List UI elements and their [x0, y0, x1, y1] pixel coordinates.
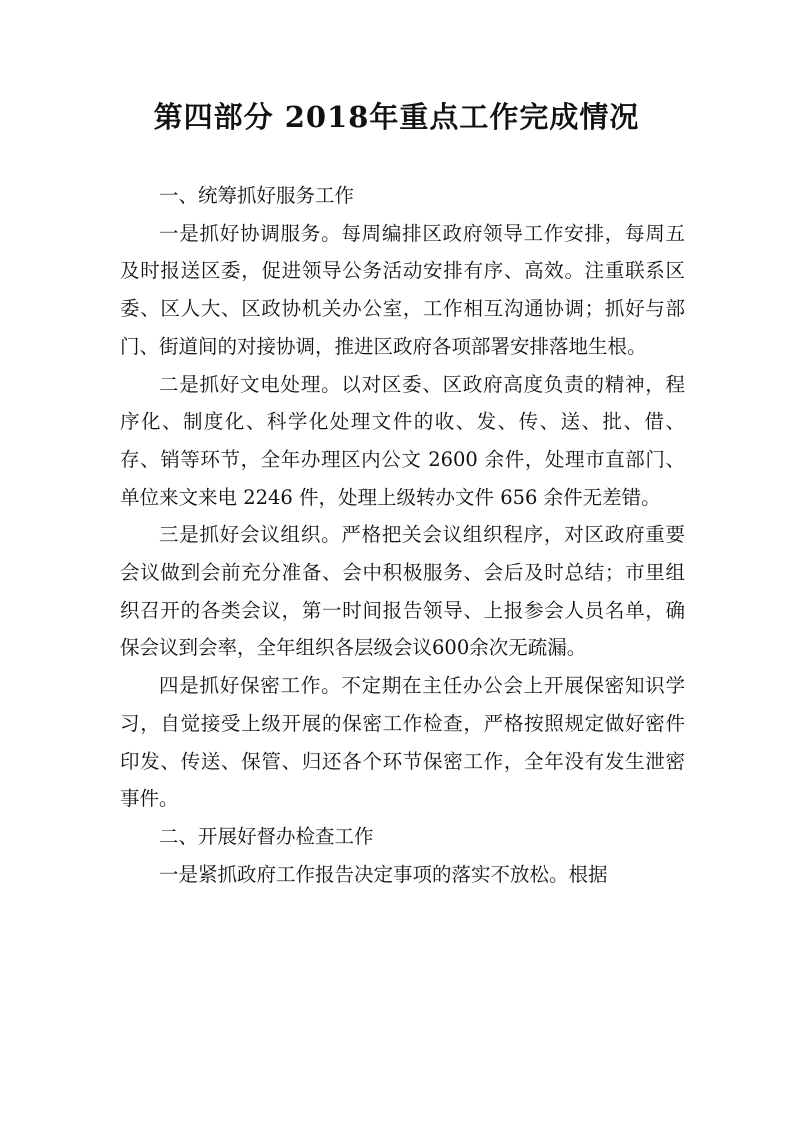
section-heading: 二、开展好督办检查工作 [159, 824, 374, 848]
paragraph: 一是紧抓政府工作报告决定事项的落实不放松。根据 [159, 862, 608, 886]
section-heading: 一、统筹抓好服务工作 [159, 184, 355, 207]
paragraph: 三是抓好会议组织。严格把关会议组织程序，对区政府重要会议做到会前充分准备、会中积极服务、会后及时总结；市里组织召开的各类会议，第一时间报告领导、上报参会人员名单，确保会议到会率，全年组织各层级会议600余次无疏漏。 [120, 523, 685, 660]
paragraph: 一是抓好协调服务。每周编排区政府领导工作安排，每周五及时报送区委，促进领导公务活动安排有序、高效。注重联系区委、区人大、区政协机关办公室，工作相互沟通协调；抓好与部门、街道间的对接协调，推进区政府各项部署安排落地生根。 [120, 221, 685, 358]
page-title: 第四部分 2018年重点工作完成情况 [153, 100, 640, 134]
document-body [120, 177, 685, 893]
paragraph: 四是抓好保密工作。不定期在主任办公会上开展保密知识学习，自觉接受上级开展的保密工作检查，严格按照规定做好密件印发、传送、保管、归还各个环节保密工作，全年没有发生泄密事件。 [120, 674, 685, 811]
paragraph: 二是抓好文电处理。以对区委、区政府高度负责的精神，程序化、制度化、科学化处理文件的收、发、传、送、批、借、存、销等环节，全年办理区内公文 2600 余件，处理市直部门、单位来文来电 2246 件，处理上级转办文件 656 余件无差错。 [120, 372, 685, 509]
